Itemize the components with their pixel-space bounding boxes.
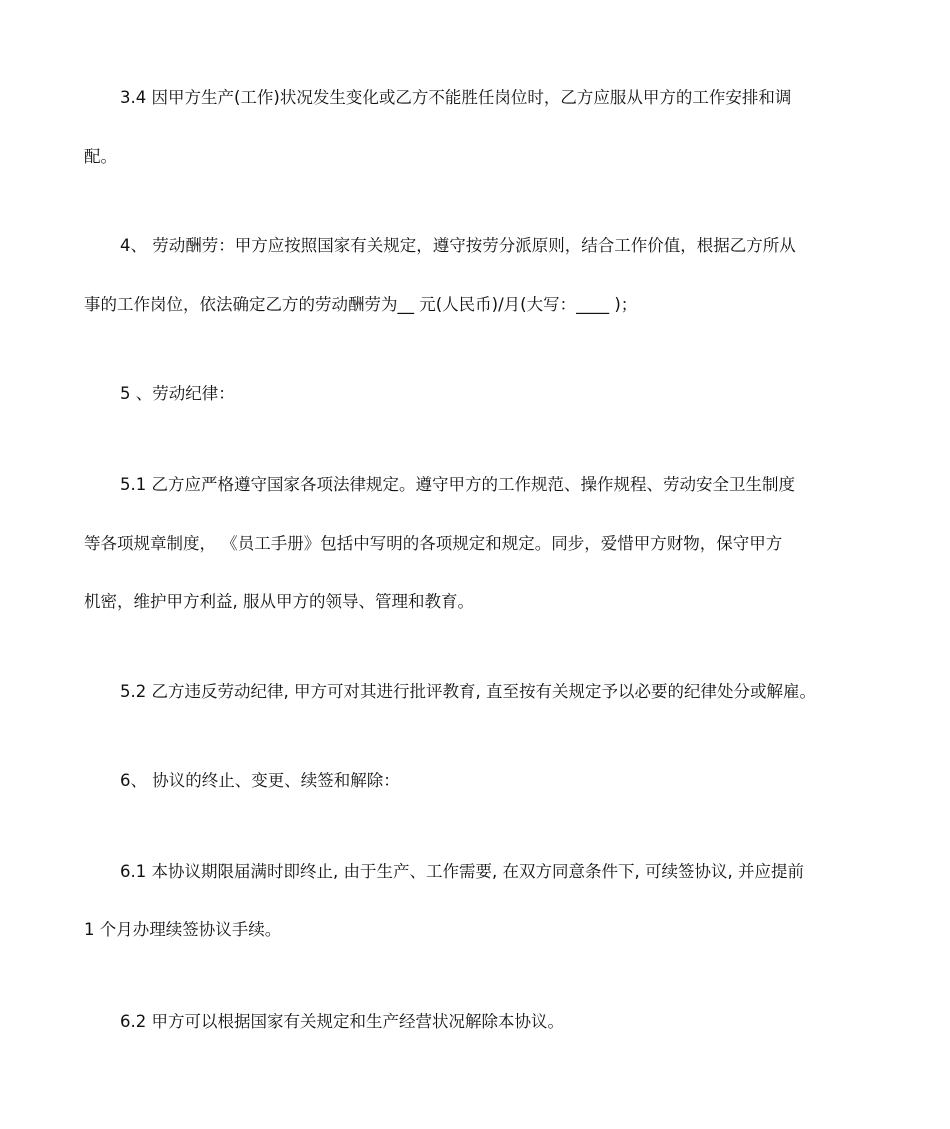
clause-6-heading: 6、 协议的终止、变更、续签和解除：	[120, 771, 400, 790]
clause-5-1-line-2: 等各项规章制度， 《员工手册》包括中写明的各项规定和规定。同步，爱惜甲方财物，保守甲方	[84, 534, 783, 553]
clause-3-4-line-1: 3.4 因甲方生产(工作)状况发生变化或乙方不能胜任岗位时，乙方应服从甲方的工作安排和调	[120, 88, 792, 107]
clause-5-heading: 5 、劳动纪律：	[120, 384, 235, 403]
clause-3-4-line-2: 配。	[84, 147, 117, 166]
clause-6-1-line-2: 1 个月办理续签协议手续。	[84, 920, 282, 939]
clause-5-2-line-1: 5.2 乙方违反劳动纪律, 甲方可对其进行批评教育, 直至按有关规定予以必要的纪律处分或解雇。	[120, 682, 816, 701]
clause-5-1-line-3: 机密，维护甲方利益, 服从甲方的领导、管理和教育。	[84, 592, 474, 611]
clause-4-line-2: 事的工作岗位，依法确定乙方的劳动酬劳为__ 元(人民币)/月(大写：____ )；	[84, 295, 638, 314]
clause-6-1-line-1: 6.1 本协议期限届满时即终止, 由于生产、工作需要, 在双方同意条件下, 可续签协议, 并应提前	[120, 862, 804, 881]
clause-4-line-1: 4、 劳动酬劳：甲方应按照国家有关规定，遵守按劳分派原则，结合工作价值，根据乙方所从	[120, 236, 796, 255]
clause-5-1-line-1: 5.1 乙方应严格遵守国家各项法律规定。遵守甲方的工作规范、操作规程、劳动安全卫生制度	[120, 475, 795, 494]
clause-6-2-line-1: 6.2 甲方可以根据国家有关规定和生产经营状况解除本协议。	[120, 1012, 564, 1031]
